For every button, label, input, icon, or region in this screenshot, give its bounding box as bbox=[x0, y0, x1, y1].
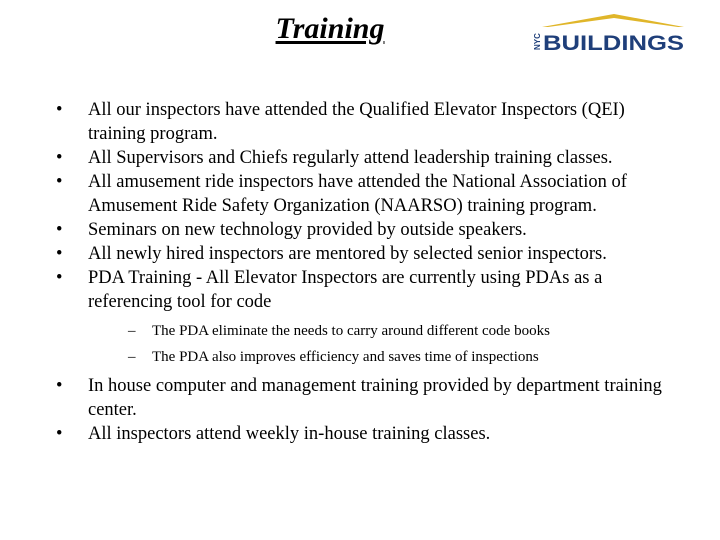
sub-bullet-list bbox=[88, 318, 676, 370]
sub-bullet-marker: – bbox=[128, 349, 136, 365]
bullet-text: PDA Training - All Elevator Inspectors are currently using PDAs as a referencing tool for code bbox=[88, 268, 603, 312]
bullet-item bbox=[56, 98, 676, 146]
bullet-marker: • bbox=[56, 244, 63, 264]
bullet-text: All our inspectors have attended the Qualified Elevator Inspectors (QEI) training program. bbox=[88, 100, 625, 144]
bullet-text: In house computer and management training provided by department training center. bbox=[88, 376, 662, 420]
roof-shape bbox=[542, 14, 684, 27]
bullet-list bbox=[56, 98, 676, 446]
bullet-text: All inspectors attend weekly in-house training classes. bbox=[88, 424, 491, 444]
bullet-text: All amusement ride inspectors have attended the National Association of Amusement Ride Safety Organization (NAARSO) training program. bbox=[88, 172, 627, 216]
bullet-marker: • bbox=[56, 148, 63, 168]
bullet-marker: • bbox=[56, 172, 63, 192]
logo-brand-text: BUILDINGS bbox=[543, 32, 684, 55]
sub-bullet-text: The PDA eliminate the needs to carry around different code books bbox=[152, 323, 550, 339]
sub-bullet-item bbox=[88, 344, 676, 370]
nyc-buildings-logo bbox=[528, 12, 686, 56]
bullet-text: Seminars on new technology provided by outside speakers. bbox=[88, 220, 527, 240]
bullet-item bbox=[56, 266, 676, 370]
bullet-item bbox=[56, 218, 676, 242]
bullet-marker: • bbox=[56, 220, 63, 240]
bullet-list-container bbox=[56, 98, 676, 446]
bullet-item bbox=[56, 422, 676, 446]
bullet-text: All newly hired inspectors are mentored by selected senior inspectors. bbox=[88, 244, 607, 264]
sub-bullet-text: The PDA also improves efficiency and saves time of inspections bbox=[152, 349, 539, 365]
bullet-item bbox=[56, 242, 676, 266]
bullet-marker: • bbox=[56, 376, 63, 396]
slide-title: Training bbox=[275, 12, 385, 45]
bullet-item bbox=[56, 374, 676, 422]
sub-bullet-marker: – bbox=[128, 323, 136, 339]
bullet-marker: • bbox=[56, 424, 63, 444]
bullet-marker: • bbox=[56, 268, 63, 288]
bullet-item bbox=[56, 146, 676, 170]
logo-nyc-text: NYC bbox=[533, 33, 542, 50]
sub-bullet-item bbox=[88, 318, 676, 344]
bullet-item bbox=[56, 170, 676, 218]
bullet-text: All Supervisors and Chiefs regularly attend leadership training classes. bbox=[88, 148, 613, 168]
bullet-marker: • bbox=[56, 100, 63, 120]
